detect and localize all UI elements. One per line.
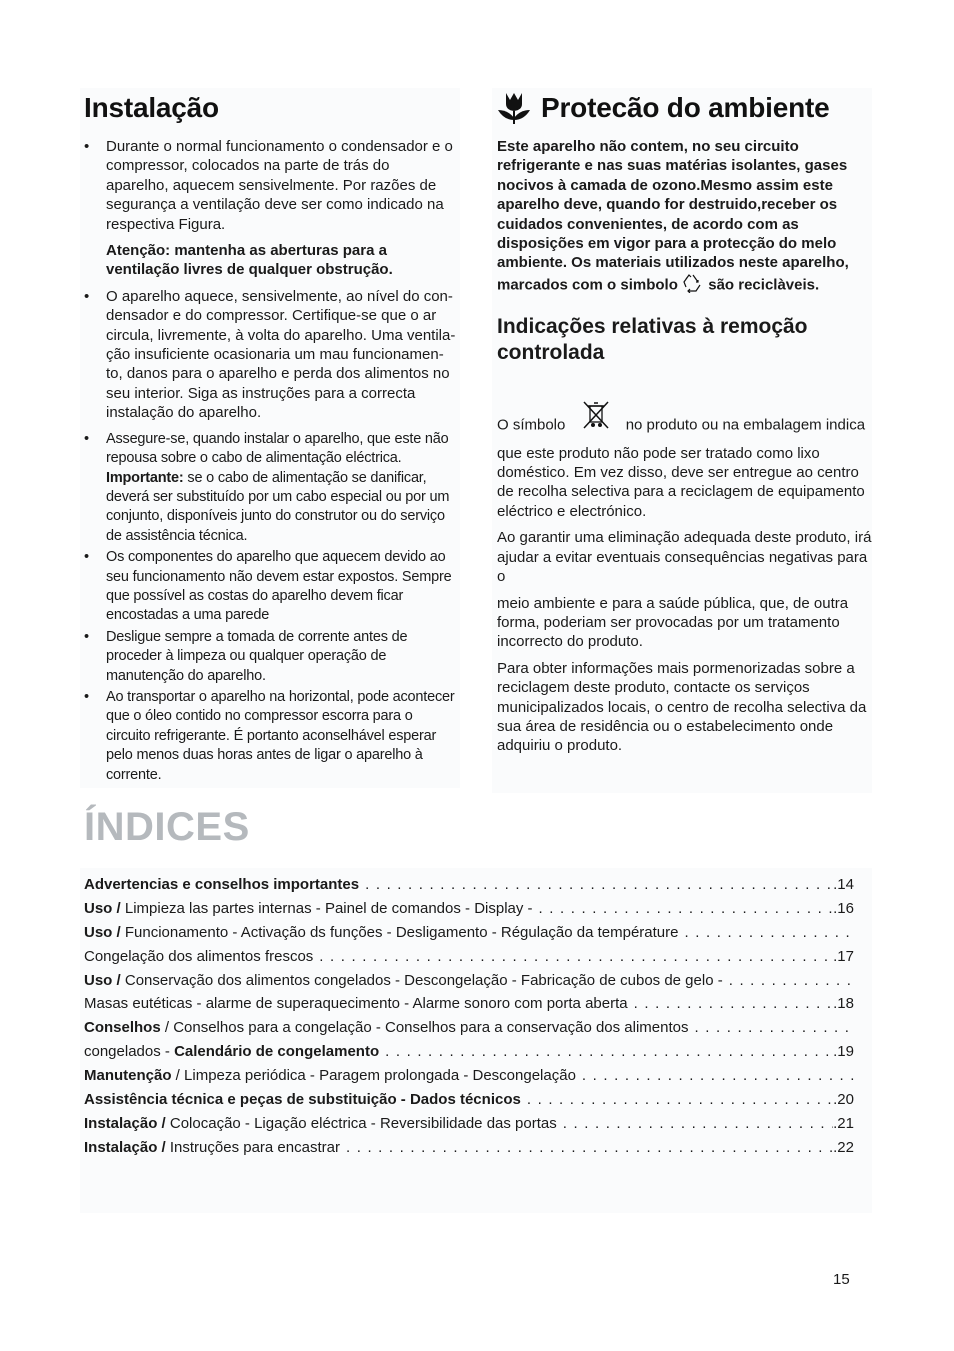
- toc-entry-heading: Uso /: [84, 971, 121, 989]
- bullet-condensador: • Durante o normal funcionamento o condensador e o compressor, colocados na parte de trás do aparelho, aquecem sensivelmente. Por razões de segurança a ventilação deve ser como indicado na respectiva Figura.: [84, 137, 456, 234]
- toc-page-number: .22: [833, 1138, 854, 1156]
- toc-entry: [84, 1019, 854, 1043]
- page-number: 15: [833, 1271, 850, 1288]
- paragraph-simbolo: O símbolo no produto ou na embalagem indica que este produto não pode ser tratado como lixo doméstico. Em vez disso, deve ser entregue ao centro de recolha selectiva para a reciclagem de equipamento eléctrico e electrónico.: [497, 408, 872, 521]
- toc-page-number: .17: [833, 947, 854, 965]
- toc-page-number: .19: [833, 1043, 854, 1061]
- toc-page-number: .14: [833, 876, 854, 893]
- toc-entry-heading: Calendário de congelamento: [174, 1043, 380, 1061]
- toc-leader-dots: [628, 995, 834, 1012]
- toc-leader-dots: [521, 1091, 833, 1108]
- toc-entry-heading: Instalação /: [84, 1114, 166, 1132]
- toc-entry: [84, 924, 854, 948]
- toc-entry: [84, 1067, 854, 1091]
- toc-entry-heading: Assistência técnica e peças de substituição - Dados técnicos: [84, 1091, 521, 1109]
- instalacao-body: [84, 137, 456, 787]
- crossed-bin-icon: [580, 400, 612, 435]
- toc-entry-text: Limpieza las partes internas - Painel de comandos - Display -: [120, 899, 533, 917]
- paragraph-eliminacao: Ao garantir uma eliminação adequada deste produto, irá ajudar a evitar eventuais consequências negativas para o: [497, 529, 872, 586]
- toc-page-number: .21: [833, 1114, 854, 1132]
- toc-page-number: .16: [833, 899, 854, 917]
- bullet-aquece: • O aparelho aquece, sensivelmente, ao nível do con-densador e do compressor. Certifique-se que o ar circula, livremente, à volta do aparelho. Uma ventila-ção insuficiente ocasionaria um mau funcionamen-to, danos para o aparelho e perda dos alimentos no seu interior. Siga as instruções para a correcta instalação do aparelho.: [84, 287, 456, 423]
- section-title-instalacao: Instalação: [84, 92, 219, 123]
- toc-entry: [84, 876, 854, 900]
- toc-entry: [84, 995, 854, 1019]
- toc-leader-dots: [576, 1067, 854, 1084]
- toc-leader-dots: [313, 948, 833, 965]
- toc-entry-text: congelados -: [84, 1043, 175, 1061]
- toc-entry: [84, 1139, 854, 1163]
- toc-entry-heading: Advertencias e conselhos importantes: [84, 876, 360, 893]
- toc-entry: [84, 1115, 854, 1139]
- toc-leader-dots: [379, 1043, 833, 1060]
- bullet-cabo: • Assegure-se, quando instalar o aparelho, que este não repousa sobre o cabo de alimentação eléctrica. Importante: se o cabo de alimentação se danificar, deverá ser substituído por um cabo especial ou por um conjunto, disponíveis junto do construtor ou do serviço de assistência técnica.: [84, 430, 456, 546]
- toc-entry-heading: Conselhos: [84, 1019, 161, 1037]
- table-of-contents: [84, 876, 854, 1163]
- bullet-transportar: • Ao transportar o aparelho na horizontal, pode acontecer que o óleo contido no compressor escorra para o circuito refrigerante. É portanto aconselhável esperar pelo menos duas horas antes de ligar o aparelho à corrente.: [84, 688, 456, 785]
- toc-entry: [84, 972, 854, 996]
- toc-leader-dots: [340, 1139, 833, 1156]
- paragraph-meio-ambiente: meio ambiente e para a saúde pública, que, de outra forma, poderiam ser provocadas por um tratamento incorrecto do produto.: [497, 594, 849, 651]
- toc-entry-text: Colocação - Ligação eléctrica - Reversibilidade das portas: [165, 1114, 557, 1132]
- toc-entry: [84, 1091, 854, 1115]
- indices-title: ÍNDICES: [84, 805, 250, 849]
- ambiente-body: [497, 137, 872, 763]
- toc-leader-dots: [679, 924, 855, 941]
- toc-leader-dots: [689, 1019, 855, 1036]
- toc-entry-text: / Limpeza periódica - Paragem prolongada - Descongelação: [171, 1067, 576, 1085]
- section-title-ambiente: Protecão do ambiente: [541, 92, 830, 123]
- toc-leader-dots: [359, 876, 833, 893]
- ambiente-intro: Este aparelho não contem, no seu circuito refrigerante e nas suas matérias isolantes, gases nocivos à camada de ozono.Mesmo assim este aparelho deve, quando for destruido,receber os cuidados convenientes, de acordo com as disposições em vigor para a protecção do melo ambiente. Os materiais utilizados neste aparelho, marcados com o simbolo são reciclàveis.: [497, 137, 872, 298]
- paragraph-informacoes: Para obter informações mais pormenorizadas sobre a reciclagem deste produto, contacte os serviços municipalizados locais, o centro de recolha selectiva da sua área de residência ou o estabelecimento onde adquiriu o produto.: [497, 659, 867, 755]
- toc-entry-text: Funcionamento - Activação ds funções - Desligamento - Régulação da température: [120, 923, 679, 941]
- toc-entry-heading: Uso /: [84, 899, 121, 917]
- toc-entry: [84, 900, 854, 924]
- recycle-icon: [682, 273, 704, 298]
- toc-leader-dots: [533, 900, 834, 917]
- toc-entry-heading: Manutenção: [84, 1067, 172, 1085]
- toc-entry-heading: Uso /: [84, 923, 121, 941]
- toc-entry-text: Instruções para encastrar: [165, 1138, 340, 1156]
- toc-entry: [84, 948, 854, 972]
- remocao-subtitle: Indicações relativas à remoção controlada: [497, 315, 808, 365]
- toc-entry: [84, 1043, 854, 1067]
- bullet-componentes: • Os componentes do aparelho que aquecem devido ao seu funcionamento não devem estar expostos. Sempre que possível as costas do aparelho devem ficar encostadas a uma parede: [84, 548, 456, 626]
- toc-entry-text: Congelação dos alimentos frescos: [84, 947, 314, 965]
- toc-entry-text: Masas eutéticas - alarme de superaquecimento - Alarme sonoro com porta aberta: [84, 995, 628, 1013]
- toc-page-number: .18: [833, 995, 854, 1013]
- bullet-desligue: • Desligue sempre a tomada de corrente antes de proceder à limpeza ou qualquer operação de manutenção do aparelho.: [84, 628, 456, 686]
- toc-entry-text: / Conselhos para a congelação - Conselhos para a conservação dos alimentos: [160, 1019, 689, 1037]
- toc-entry-heading: Instalação /: [84, 1138, 166, 1156]
- toc-entry-text: Conservação dos alimentos congelados - Descongelação - Fabricação de cubos de gelo -: [120, 971, 723, 989]
- toc-leader-dots: [557, 1115, 833, 1132]
- toc-page-number: .20: [833, 1091, 854, 1109]
- flower-icon: [496, 90, 532, 126]
- attention-note: Atenção: mantenha as aberturas para a ventilação livres de qualquer obstrução.: [106, 242, 393, 279]
- toc-leader-dots: [723, 972, 854, 989]
